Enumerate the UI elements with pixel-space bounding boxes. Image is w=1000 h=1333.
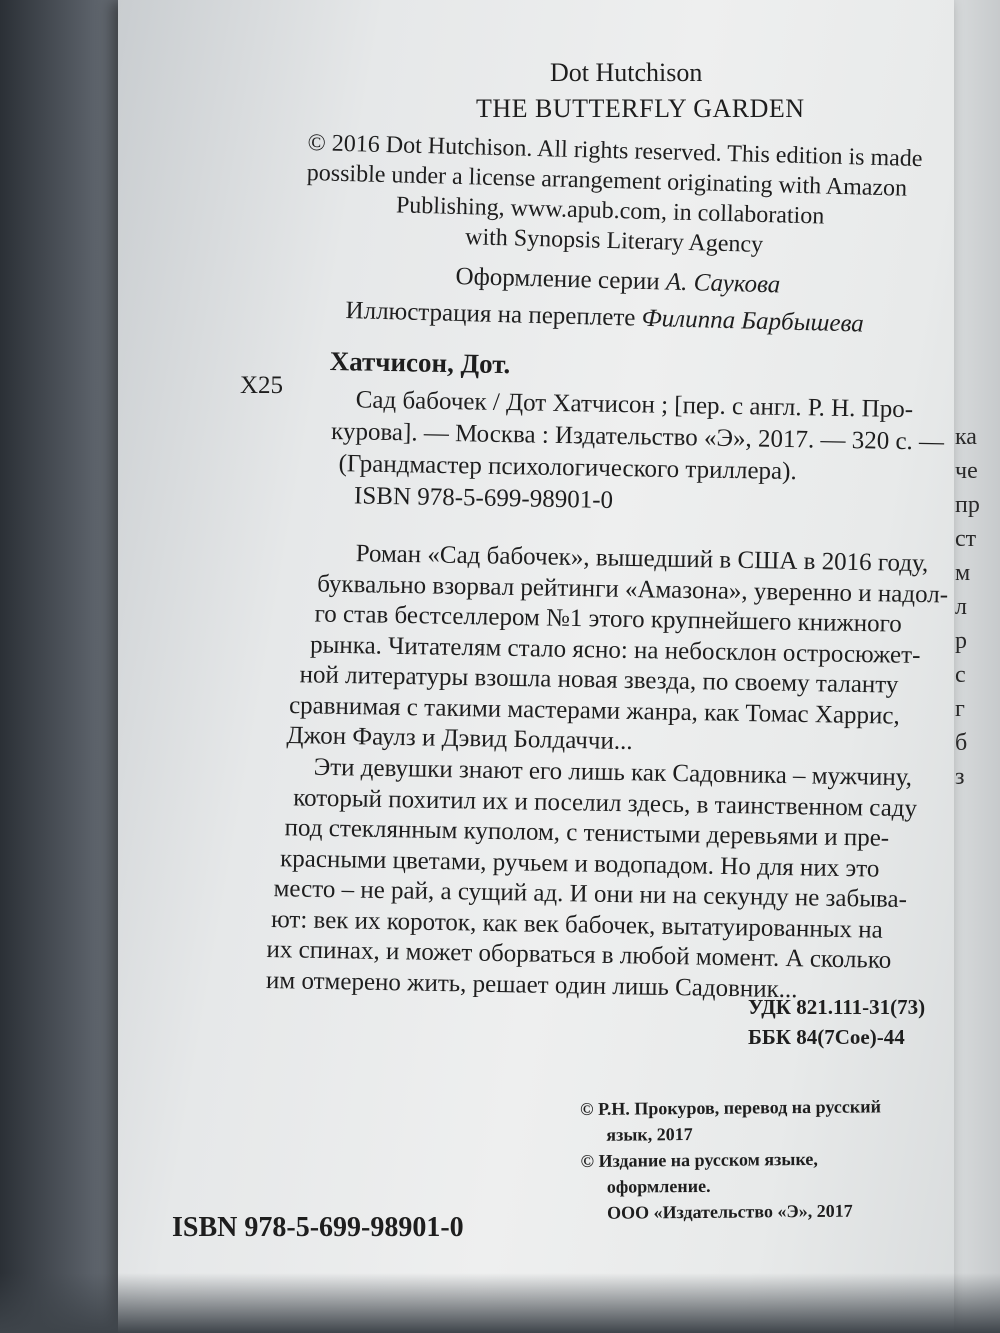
series-credit <box>455 262 780 300</box>
annotation-line: Джон Фаулз и Дэвид Болдаччи... <box>286 721 633 756</box>
next-page-fragment <box>955 420 1000 790</box>
copyright-line: ООО «Издательство «Э», 2017 <box>606 1200 853 1223</box>
title-en: THE BUTTERFLY GARDEN <box>476 94 805 123</box>
annotation-line: им отмерено жить, решает один лишь Садовник... <box>265 966 798 1003</box>
series-label: Оформление серии <box>455 262 661 296</box>
copyright-block <box>580 1093 882 1226</box>
book-page <box>118 0 954 1333</box>
author-name-en: Dot Hutchison <box>550 58 703 87</box>
next-page-line: с <box>955 662 966 688</box>
annotation-line: ной литературы взошла новая звезда, по своему таланту <box>299 661 899 699</box>
cover-illustrator: Филиппа Барбышева <box>641 304 865 338</box>
catalog-author-heading: Хатчисон, Дот. <box>329 346 511 380</box>
annotation-line: красными цветами, ручьем и водопадом. Но для них это <box>279 844 880 883</box>
classification-block <box>748 992 925 1052</box>
copyright-line: © Р.Н. Прокуров, перевод на русский <box>580 1096 882 1119</box>
next-page-line: г <box>955 696 965 722</box>
rights-line: © 2016 Dot Hutchison. All rights reserved. This edition is made <box>307 129 923 173</box>
annotation-line: буквально взорвал рейтинги «Амазона», уверенно и надол- <box>316 569 949 608</box>
copyright-line: оформление. <box>606 1175 711 1197</box>
annotation-line: их спинах, и может оборваться в любой момент. А сколько <box>266 935 892 974</box>
next-page-line: л <box>955 594 967 620</box>
catalog-line: Сад бабочек / Дот Хатчисон ; [пер. с англ. Р. Н. Про- <box>355 386 914 424</box>
annotation-paragraph-2 <box>266 752 918 1007</box>
rights-line: with Synopsis Literary Agency <box>464 224 764 258</box>
cover-credit <box>345 296 864 340</box>
next-page-line: б <box>955 730 968 756</box>
catalog-isbn: ISBN 978-5-699-98901-0 <box>353 482 614 514</box>
next-page-line: ка <box>955 424 977 450</box>
annotation-line: который похитил их и поселил здесь, в таинственном саду <box>292 783 918 822</box>
udk-code: УДК 821.111-31(73) <box>748 995 926 1019</box>
annotation-line: сравнимая с такими мастерами жанра, как Томас Харрис, <box>288 691 901 730</box>
background-bottom-shadow <box>0 1273 1000 1333</box>
catalog-code: Х25 <box>240 372 284 399</box>
next-page-line: ст <box>955 526 977 552</box>
catalog-description <box>330 384 945 523</box>
rights-line: Publishing, www.apub.com, in collaboration <box>395 192 825 230</box>
next-page-line: че <box>955 458 978 484</box>
bbk-code: ББК 84(7Сое)-44 <box>748 1025 905 1049</box>
annotation-line: Эти девушки знают его лишь как Садовника – мужчину, <box>313 753 913 792</box>
annotation-line: рынка. Читателям стало ясно: на небосклон остросюжет- <box>309 630 921 669</box>
copyright-line: язык, 2017 <box>606 1124 693 1145</box>
catalog-line: (Грандмастер психологического триллера). <box>338 450 797 486</box>
annotation-line: го став бестселлером №1 этого крупнейшего книжного <box>314 600 903 638</box>
isbn-bottom: ISBN 978-5-699-98901-0 <box>172 1212 464 1243</box>
catalog-line: курова]. — Москва : Издательство «Э», 2017. — 320 с. — <box>330 417 945 456</box>
annotation-line: ют: век их короток, как век бабочек, вытатуированных на <box>270 905 883 944</box>
annotation-line: под стеклянным куполом, с тенистыми деревьями и пре- <box>284 814 890 852</box>
series-designer: А. Саукова <box>665 268 781 299</box>
cover-label: Иллюстрация на переплете <box>345 296 636 332</box>
next-page-line: з <box>955 764 965 790</box>
annotation-paragraph-1 <box>286 538 949 763</box>
next-page-line: р <box>955 628 967 654</box>
annotation-line: Роман «Сад бабочек», вышедший в США в 2016 году, <box>355 540 929 578</box>
background-left <box>0 0 130 1333</box>
next-page-line: м <box>955 560 971 586</box>
next-page-line: пр <box>955 492 980 518</box>
annotation-line: место – не рай, а сущий ад. И они ни на секунду не забыва- <box>273 875 908 914</box>
rights-block <box>305 128 923 264</box>
copyright-line: © Издание на русском языке, <box>580 1148 818 1171</box>
rights-line: possible under a license arrangement originating with Amazon <box>306 159 908 202</box>
